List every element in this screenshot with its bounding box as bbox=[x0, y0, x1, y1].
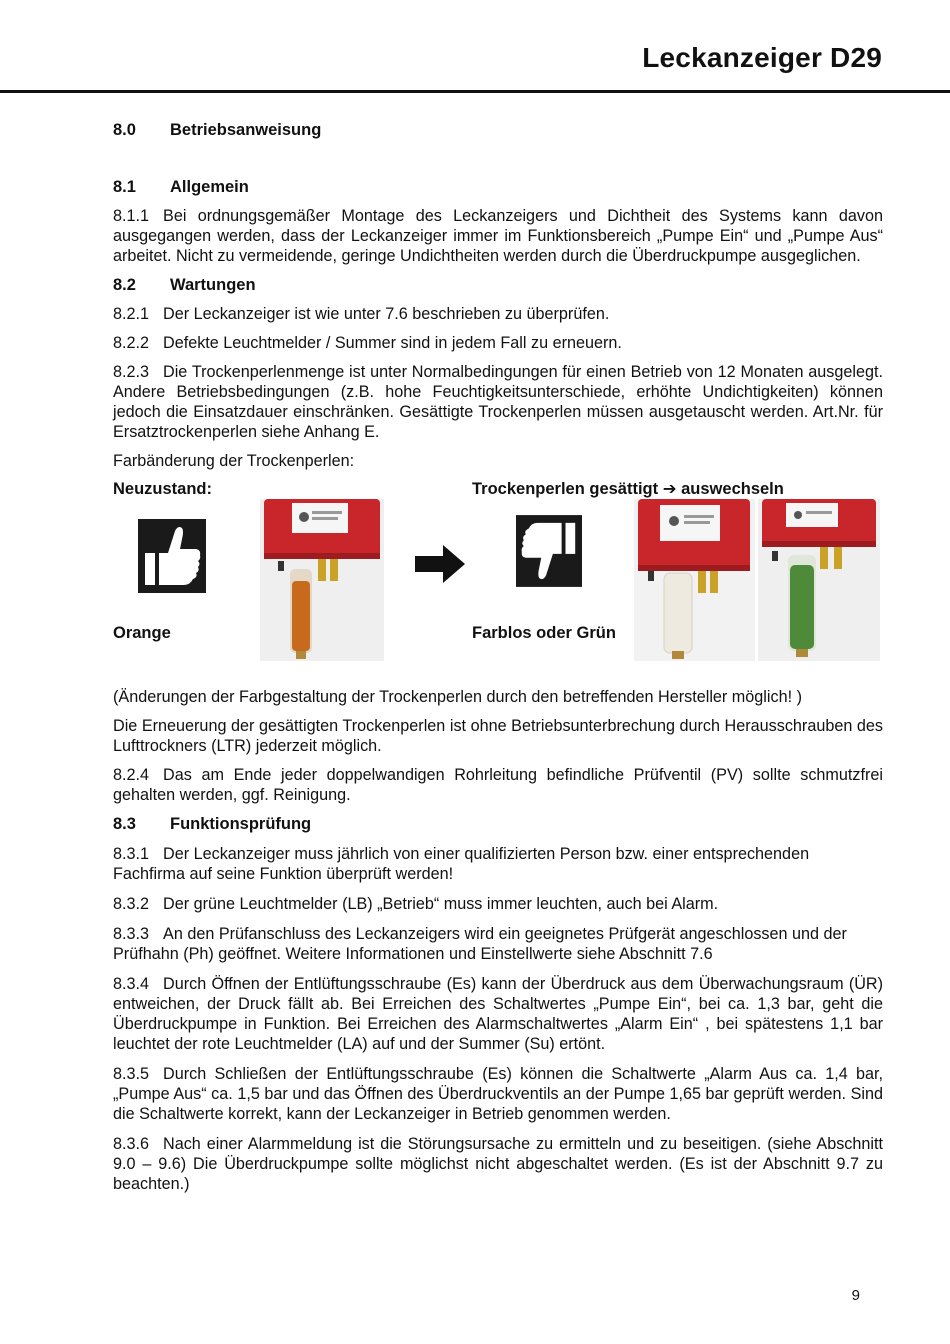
paragraph-text: Der Leckanzeiger muss jährlich von einer qualifizierten Person bzw. einer entsprechenden Fachfirma auf seine Funktion überprüft werden! bbox=[113, 845, 810, 883]
paragraph-number: 8.2.3 bbox=[113, 363, 150, 381]
paragraph-8-2-4 bbox=[113, 765, 883, 805]
paragraph-text: Bei ordnungsgemäßer Montage des Leckanzeigers und Dichtheit des Systems kann davon ausgegangen werden, dass der Leckanzeiger immer im Funktionsbereich „Pumpe Ein“ und „Pumpe Aus“ arbeitet. Nicht zu vermeidende, geringe Undichtheiten werden durch die Überdruckpumpe ausgeglichen. bbox=[113, 207, 883, 265]
section-title: Wartungen bbox=[170, 276, 256, 294]
new-condition-label: Neuzustand: bbox=[113, 480, 212, 498]
section-title: Betriebsanweisung bbox=[170, 121, 322, 139]
paragraph-number: 8.2.2 bbox=[113, 334, 150, 352]
paragraph-8-3-4 bbox=[113, 974, 883, 1054]
paragraph-number: 8.3.1 bbox=[113, 845, 150, 863]
paragraph-text: Der grüne Leuchtmelder (LB) „Betrieb“ muss immer leuchten, auch bei Alarm. bbox=[163, 895, 719, 913]
paragraph-8-2-2 bbox=[113, 333, 883, 353]
bead-color-figure bbox=[113, 475, 883, 681]
paragraph-text: Durch Öffnen der Entlüftungsschraube (Es) kann der Überdruck aus dem Überwachungsraum (ÜR) entweichen, der Druck fällt ab. Bei Erreichen des Schaltwertes „Pumpe Ein“, bei ca. 1,3 bar, geht die Überdruckpumpe in Funktion. Bei Erreichen des Alarmschaltwertes „Alarm Ein“ , bei spätestens 1,1 bar leuchtet der rote Leuchtmelder (LA) auf und der Summer (Su) ertönt. bbox=[113, 975, 883, 1053]
header-rule bbox=[0, 90, 950, 93]
paragraph-8-3-3 bbox=[113, 924, 883, 964]
paragraph-text: Die Trockenperlenmenge ist unter Normalbedingungen für einen Betrieb von 12 Monaten ausgelegt. Andere Betriebsbedingungen (z.B. hohe Feuchtigkeitsunterschiede, erhöhte Undichtigkeiten) können jedoch die Einsatzdauer einschränken. Gesättigte Trockenperlen müssen ausgetauscht werden. Art.Nr. für Ersatztrockenperlen siehe Anhang E. bbox=[113, 363, 883, 441]
paragraph-8-2-1 bbox=[113, 304, 883, 324]
thumbs-down-icon bbox=[516, 515, 582, 587]
section-number: 8.0 bbox=[113, 121, 136, 139]
section-number: 8.3 bbox=[113, 815, 136, 833]
section-number: 8.1 bbox=[113, 178, 136, 196]
section-heading-8-0 bbox=[113, 120, 883, 140]
saturated-label: Trockenperlen gesättigt ➔ auswechseln bbox=[472, 480, 784, 498]
paragraph-number: 8.3.5 bbox=[113, 1065, 150, 1083]
photo-green-beads bbox=[758, 499, 880, 661]
paragraph-number: 8.3.6 bbox=[113, 1135, 150, 1153]
paragraph-8-3-5 bbox=[113, 1064, 883, 1124]
paragraph-8-3-1 bbox=[113, 844, 883, 884]
section-title: Funktionsprüfung bbox=[170, 815, 312, 833]
paragraph-8-3-2 bbox=[113, 894, 883, 914]
section-heading-8-1 bbox=[113, 177, 883, 197]
paragraph-8-2-3 bbox=[113, 362, 883, 442]
paragraph-8-3-6 bbox=[113, 1134, 883, 1194]
color-change-intro: Farbänderung der Trockenperlen: bbox=[113, 452, 355, 470]
section-number: 8.2 bbox=[113, 276, 136, 294]
photo-orange-beads bbox=[260, 499, 384, 661]
paragraph-text: Durch Schließen der Entlüftungsschraube (Es) können die Schaltwerte „Alarm Aus ca. 1,4 bar, „Pumpe Aus“ ca. 1,5 bar und das Öffnen des Überdruckventils an der Pumpe 1,65 bar geprüft werden. Sind die Schaltwerte korrekt, kann der Leckanzeiger in Betrieb genommen werden. bbox=[113, 1065, 883, 1123]
photo-white-beads bbox=[634, 499, 755, 661]
paragraph-number: 8.3.2 bbox=[113, 895, 150, 913]
page-header-title: Leckanzeiger D29 bbox=[642, 42, 882, 73]
paragraph-number: 8.2.4 bbox=[113, 766, 150, 784]
paragraph-text: Defekte Leuchtmelder / Summer sind in jedem Fall zu erneuern. bbox=[163, 334, 622, 352]
paragraph-text: Der Leckanzeiger ist wie unter 7.6 beschrieben zu überprüfen. bbox=[163, 305, 610, 323]
paragraph-number: 8.2.1 bbox=[113, 305, 150, 323]
document-body bbox=[113, 112, 883, 1194]
paragraph-number: 8.3.3 bbox=[113, 925, 150, 943]
thumbs-up-icon bbox=[138, 519, 206, 593]
right-arrow-icon bbox=[415, 545, 465, 583]
manufacturer-note: (Änderungen der Farbgestaltung der Trockenperlen durch den betreffenden Hersteller möglich! ) bbox=[113, 688, 802, 706]
paragraph-number: 8.3.4 bbox=[113, 975, 150, 993]
paragraph-text: An den Prüfanschluss des Leckanzeigers wird ein geeignetes Prüfgerät angeschlossen und der Prüfhahn (Ph) geöffnet. Weitere Informationen und Einstellwerte siehe Abschnitt 7.6 bbox=[113, 925, 847, 963]
section-title: Allgemein bbox=[170, 178, 249, 196]
section-heading-8-3 bbox=[113, 814, 883, 834]
colorless-green-label: Farblos oder Grün bbox=[472, 624, 616, 642]
paragraph-8-1-1 bbox=[113, 206, 883, 266]
page-number: 9 bbox=[851, 1287, 860, 1304]
orange-label: Orange bbox=[113, 624, 171, 642]
paragraph-text: Das am Ende jeder doppelwandigen Rohrleitung befindliche Prüfventil (PV) sollte schmutzfrei gehalten werden, ggf. Reinigung. bbox=[113, 766, 883, 804]
section-heading-8-2 bbox=[113, 275, 883, 295]
paragraph-text: Nach einer Alarmmeldung ist die Störungsursache zu ermitteln und zu beseitigen. (siehe Abschnitt 9.0 – 9.6) Die Überdruckpumpe sollte möglichst nicht abgeschaltet werden. (Es ist der Abschnitt 9.7 zu beachten.) bbox=[113, 1135, 883, 1193]
paragraph-number: 8.1.1 bbox=[113, 207, 150, 225]
renewal-paragraph: Die Erneuerung der gesättigten Trockenperlen ist ohne Betriebsunterbrechung durch Herausschrauben des Lufttrockners (LTR) jederzeit möglich. bbox=[113, 717, 883, 755]
